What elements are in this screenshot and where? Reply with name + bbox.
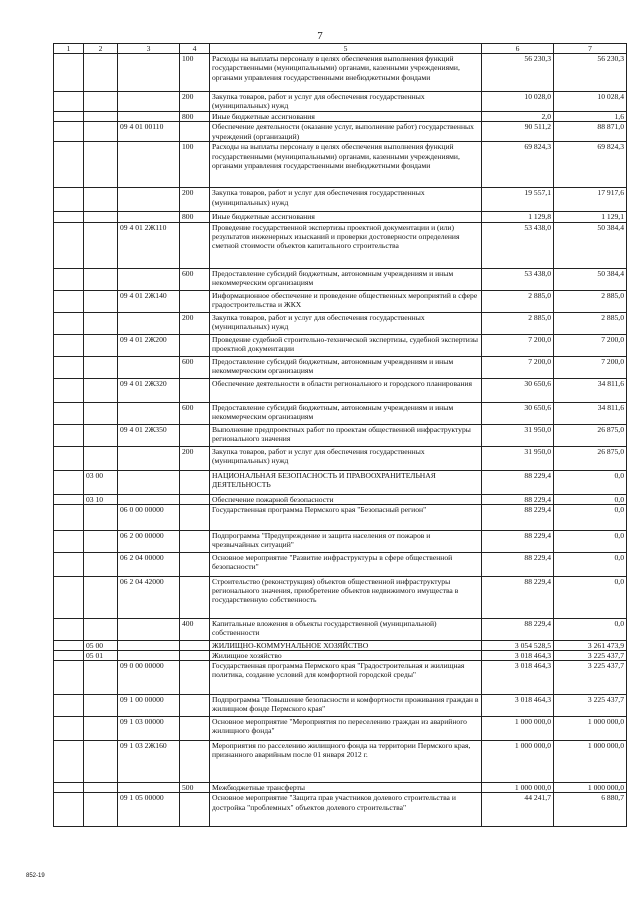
cell-expense-type [180, 552, 210, 576]
cell-section [84, 661, 118, 695]
cell-col1 [54, 695, 84, 717]
cell-expense-type [180, 290, 210, 312]
cell-amount-1: 1 129,8 [482, 212, 554, 222]
cell-amount-1: 69 824,3 [482, 142, 554, 188]
cell-target-code [118, 494, 180, 504]
cell-section [84, 356, 118, 378]
cell-col1 [54, 290, 84, 312]
cell-description: Капитальные вложения в объекты государственной (муниципальной) собственности [210, 618, 482, 640]
cell-amount-1: 3 054 528,5 [482, 640, 554, 650]
cell-amount-2: 88 871,0 [554, 122, 627, 142]
cell-amount-2: 3 261 473,9 [554, 640, 627, 650]
table-row [54, 378, 627, 402]
table-row [54, 793, 627, 827]
cell-col1 [54, 424, 84, 446]
table-row [54, 783, 627, 793]
cell-col1 [54, 470, 84, 494]
cell-expense-type [180, 222, 210, 268]
cell-amount-2: 0,0 [554, 618, 627, 640]
cell-section: 05 01 [84, 651, 118, 661]
cell-target-code [118, 92, 180, 112]
cell-section: 05 00 [84, 640, 118, 650]
cell-expense-type [180, 661, 210, 695]
cell-target-code: 09 4 01 2Ж350 [118, 424, 180, 446]
page-number: 7 [317, 30, 323, 42]
cell-target-code [118, 142, 180, 188]
cell-col1 [54, 640, 84, 650]
cell-description: Расходы на выплаты персоналу в целях обеспечения выполнения функций государственными (муниципальными) органами, казенными учреждениями, органами управления государственными внебюджетными фондами [210, 54, 482, 92]
cell-amount-1: 90 511,2 [482, 122, 554, 142]
cell-target-code [118, 446, 180, 470]
cell-expense-type: 600 [180, 268, 210, 290]
cell-col1 [54, 378, 84, 402]
cell-amount-2: 56 230,3 [554, 54, 627, 92]
column-header: 5 [210, 44, 482, 54]
cell-target-code [118, 312, 180, 334]
cell-section: 03 00 [84, 470, 118, 494]
cell-expense-type: 500 [180, 783, 210, 793]
cell-description: ЖИЛИЩНО-КОММУНАЛЬНОЕ ХОЗЯЙСТВО [210, 640, 482, 650]
cell-description: Обеспечение пожарной безопасности [210, 494, 482, 504]
cell-amount-2: 10 028,4 [554, 92, 627, 112]
cell-description: Информационное обеспечение и проведение общественных мероприятий в сфере градостроительства и ЖКХ [210, 290, 482, 312]
cell-amount-2: 17 917,6 [554, 188, 627, 212]
cell-target-code: 09 4 01 00110 [118, 122, 180, 142]
cell-expense-type [180, 695, 210, 717]
cell-section [84, 446, 118, 470]
cell-target-code [118, 268, 180, 290]
table-row [54, 446, 627, 470]
cell-amount-2: 50 384,4 [554, 268, 627, 290]
cell-col1 [54, 576, 84, 618]
cell-description: Предоставление субсидий бюджетным, автономным учреждениям и иным некоммерческим организациям [210, 356, 482, 378]
cell-amount-1: 88 229,4 [482, 470, 554, 494]
cell-amount-1: 44 241,7 [482, 793, 554, 827]
cell-amount-1: 30 650,6 [482, 402, 554, 424]
cell-amount-1: 88 229,4 [482, 618, 554, 640]
cell-description: Основное мероприятие "Защита прав участников долевого строительства и достройка "проблемных" объектов долевого строительства" [210, 793, 482, 827]
cell-section [84, 212, 118, 222]
cell-amount-2: 2 885,0 [554, 312, 627, 334]
table-row [54, 424, 627, 446]
cell-col1 [54, 651, 84, 661]
table-row [54, 640, 627, 650]
cell-amount-1: 88 229,4 [482, 504, 554, 530]
cell-description: Иные бюджетные ассигнования [210, 112, 482, 122]
cell-amount-1: 7 200,0 [482, 334, 554, 356]
cell-col1 [54, 112, 84, 122]
cell-expense-type [180, 424, 210, 446]
cell-description: Обеспечение деятельности в области регионального и городского планирования [210, 378, 482, 402]
cell-expense-type [180, 378, 210, 402]
cell-description: Основное мероприятие "Развитие инфраструктуры в сфере общественной безопасности" [210, 552, 482, 576]
cell-col1 [54, 188, 84, 212]
table-row [54, 268, 627, 290]
cell-target-code [118, 402, 180, 424]
cell-expense-type [180, 640, 210, 650]
cell-section [84, 142, 118, 188]
table-row [54, 212, 627, 222]
header-row [54, 44, 627, 54]
cell-description: Проведение государственной экспертизы проектной документации и (или) результатов инженерных изысканий и проверки достоверности определения сметной стоимости объектов капитального строительства [210, 222, 482, 268]
cell-description: Межбюджетные трансферты [210, 783, 482, 793]
cell-expense-type [180, 494, 210, 504]
cell-section [84, 741, 118, 783]
cell-col1 [54, 356, 84, 378]
table-row [54, 576, 627, 618]
cell-target-code [118, 188, 180, 212]
cell-description: НАЦИОНАЛЬНАЯ БЕЗОПАСНОСТЬ И ПРАВООХРАНИТЕЛЬНАЯ ДЕЯТЕЛЬНОСТЬ [210, 470, 482, 494]
cell-amount-2: 0,0 [554, 530, 627, 552]
cell-expense-type: 600 [180, 356, 210, 378]
cell-amount-2: 26 875,0 [554, 446, 627, 470]
table-row [54, 290, 627, 312]
cell-amount-1: 3 018 464,3 [482, 695, 554, 717]
cell-target-code: 09 0 00 00000 [118, 661, 180, 695]
cell-amount-1: 31 950,0 [482, 424, 554, 446]
cell-amount-2: 50 384,4 [554, 222, 627, 268]
cell-target-code [118, 470, 180, 494]
cell-expense-type [180, 717, 210, 741]
cell-section [84, 552, 118, 576]
table-body [54, 54, 627, 827]
table-row [54, 717, 627, 741]
cell-description: Закупка товаров, работ и услуг для обеспечения государственных (муниципальных) нужд [210, 446, 482, 470]
cell-col1 [54, 504, 84, 530]
cell-section [84, 122, 118, 142]
table-row [54, 661, 627, 695]
cell-amount-2: 1,6 [554, 112, 627, 122]
cell-target-code [118, 54, 180, 92]
cell-section [84, 695, 118, 717]
cell-amount-1: 88 229,4 [482, 552, 554, 576]
cell-target-code: 09 4 01 2Ж110 [118, 222, 180, 268]
cell-description: Строительство (реконструкция) объектов общественной инфраструктуры регионального значения, приобретение объектов недвижимого имущества в государственную собственность [210, 576, 482, 618]
cell-target-code: 09 4 01 2Ж320 [118, 378, 180, 402]
cell-section [84, 504, 118, 530]
cell-amount-2: 1 000 000,0 [554, 741, 627, 783]
table-row [54, 222, 627, 268]
cell-expense-type: 400 [180, 618, 210, 640]
cell-amount-1: 1 000 000,0 [482, 783, 554, 793]
cell-target-code: 06 2 04 00000 [118, 552, 180, 576]
cell-target-code [118, 651, 180, 661]
cell-amount-1: 53 438,0 [482, 268, 554, 290]
cell-amount-2: 26 875,0 [554, 424, 627, 446]
cell-section [84, 112, 118, 122]
cell-amount-1: 10 028,0 [482, 92, 554, 112]
cell-expense-type [180, 793, 210, 827]
cell-target-code: 09 1 03 2Ж160 [118, 741, 180, 783]
table-row [54, 334, 627, 356]
table-row [54, 142, 627, 188]
cell-description: Расходы на выплаты персоналу в целях обеспечения выполнения функций государственными (муниципальными) органами, казенными учреждениями, органами управления государственными внебюджетными фондами [210, 142, 482, 188]
cell-col1 [54, 783, 84, 793]
cell-amount-2: 1 000 000,0 [554, 783, 627, 793]
cell-expense-type [180, 651, 210, 661]
table-row [54, 92, 627, 112]
table-row [54, 552, 627, 576]
cell-description: Иные бюджетные ассигнования [210, 212, 482, 222]
cell-description: Предоставление субсидий бюджетным, автономным учреждениям и иным некоммерческим организациям [210, 268, 482, 290]
cell-amount-2: 1 129,1 [554, 212, 627, 222]
cell-target-code: 09 4 01 2Ж140 [118, 290, 180, 312]
table-row [54, 530, 627, 552]
table-row [54, 402, 627, 424]
cell-expense-type [180, 122, 210, 142]
cell-target-code: 09 1 05 00000 [118, 793, 180, 827]
cell-amount-2: 34 811,6 [554, 378, 627, 402]
cell-section [84, 717, 118, 741]
cell-target-code: 09 4 01 2Ж200 [118, 334, 180, 356]
table-row [54, 651, 627, 661]
cell-expense-type: 200 [180, 92, 210, 112]
cell-expense-type: 100 [180, 54, 210, 92]
cell-amount-2: 2 885,0 [554, 290, 627, 312]
cell-col1 [54, 222, 84, 268]
cell-description: Выполнение предпроектных работ по проектам общественной инфраструктуры регионального значения [210, 424, 482, 446]
cell-target-code: 06 2 04 42000 [118, 576, 180, 618]
cell-amount-1: 88 229,4 [482, 576, 554, 618]
cell-target-code [118, 618, 180, 640]
cell-amount-1: 2 885,0 [482, 290, 554, 312]
cell-amount-1: 1 000 000,0 [482, 717, 554, 741]
cell-description: Закупка товаров, работ и услуг для обеспечения государственных (муниципальных) нужд [210, 188, 482, 212]
cell-col1 [54, 312, 84, 334]
cell-target-code [118, 783, 180, 793]
cell-amount-2: 1 000 000,0 [554, 717, 627, 741]
cell-section [84, 618, 118, 640]
footer-code: 852-19 [26, 873, 45, 879]
cell-col1 [54, 268, 84, 290]
cell-target-code: 06 0 00 00000 [118, 504, 180, 530]
column-header: 7 [554, 44, 627, 54]
cell-expense-type: 800 [180, 112, 210, 122]
cell-expense-type [180, 504, 210, 530]
cell-section [84, 378, 118, 402]
table-row [54, 470, 627, 494]
cell-col1 [54, 618, 84, 640]
cell-expense-type: 600 [180, 402, 210, 424]
cell-target-code: 09 1 03 00000 [118, 717, 180, 741]
table-row [54, 494, 627, 504]
cell-expense-type [180, 334, 210, 356]
cell-description: Закупка товаров, работ и услуг для обеспечения государственных (муниципальных) нужд [210, 92, 482, 112]
cell-expense-type: 200 [180, 188, 210, 212]
cell-col1 [54, 402, 84, 424]
cell-expense-type [180, 530, 210, 552]
cell-col1 [54, 530, 84, 552]
cell-amount-2: 0,0 [554, 552, 627, 576]
cell-amount-2: 0,0 [554, 504, 627, 530]
cell-amount-1: 2,0 [482, 112, 554, 122]
cell-expense-type: 200 [180, 312, 210, 334]
cell-col1 [54, 446, 84, 470]
cell-amount-1: 56 230,3 [482, 54, 554, 92]
cell-description: Проведение судебной строительно-технической экспертизы, судебной экспертизы проектной документации [210, 334, 482, 356]
cell-col1 [54, 142, 84, 188]
cell-amount-1: 53 438,0 [482, 222, 554, 268]
cell-section: 03 10 [84, 494, 118, 504]
cell-expense-type: 100 [180, 142, 210, 188]
cell-description: Государственная программа Пермского края "Градостроительная и жилищная политика, создание условий для комфортной городской среды" [210, 661, 482, 695]
column-header: 2 [84, 44, 118, 54]
table-row [54, 504, 627, 530]
cell-section [84, 312, 118, 334]
table-row [54, 356, 627, 378]
cell-col1 [54, 552, 84, 576]
cell-col1 [54, 122, 84, 142]
table-row [54, 54, 627, 92]
column-header: 3 [118, 44, 180, 54]
column-header: 4 [180, 44, 210, 54]
column-header: 6 [482, 44, 554, 54]
cell-amount-1: 3 018 464,3 [482, 651, 554, 661]
cell-col1 [54, 212, 84, 222]
cell-section [84, 188, 118, 212]
cell-target-code [118, 640, 180, 650]
cell-description: Жилищное хозяйство [210, 651, 482, 661]
cell-amount-1: 2 885,0 [482, 312, 554, 334]
cell-amount-1: 7 200,0 [482, 356, 554, 378]
cell-section [84, 334, 118, 356]
table-row [54, 618, 627, 640]
cell-col1 [54, 334, 84, 356]
cell-target-code [118, 356, 180, 378]
cell-amount-2: 69 824,3 [554, 142, 627, 188]
cell-amount-1: 1 000 000,0 [482, 741, 554, 783]
table-row [54, 122, 627, 142]
cell-target-code: 06 2 00 00000 [118, 530, 180, 552]
cell-expense-type: 800 [180, 212, 210, 222]
cell-amount-1: 88 229,4 [482, 494, 554, 504]
cell-section [84, 793, 118, 827]
cell-expense-type [180, 576, 210, 618]
cell-section [84, 576, 118, 618]
cell-section [84, 92, 118, 112]
cell-col1 [54, 793, 84, 827]
cell-amount-2: 3 225 437,7 [554, 695, 627, 717]
cell-description: Обеспечение деятельности (оказание услуг, выполнение работ) государственных учреждений (организаций) [210, 122, 482, 142]
cell-amount-1: 31 950,0 [482, 446, 554, 470]
cell-target-code [118, 212, 180, 222]
cell-section [84, 268, 118, 290]
cell-section [84, 402, 118, 424]
cell-col1 [54, 92, 84, 112]
table-row [54, 741, 627, 783]
cell-amount-2: 7 200,0 [554, 334, 627, 356]
cell-description: Мероприятия по расселению жилищного фонда на территории Пермского края, признанного аварийным после 01 января 2012 г. [210, 741, 482, 783]
cell-amount-1: 19 557,1 [482, 188, 554, 212]
cell-section [84, 54, 118, 92]
table-row [54, 188, 627, 212]
cell-expense-type [180, 741, 210, 783]
cell-description: Государственная программа Пермского края "Безопасный регион" [210, 504, 482, 530]
cell-col1 [54, 661, 84, 695]
cell-amount-2: 3 225 437,7 [554, 651, 627, 661]
table-row [54, 312, 627, 334]
cell-description: Основное мероприятие "Мероприятия по переселению граждан из аварийного жилищного фонда" [210, 717, 482, 741]
cell-col1 [54, 54, 84, 92]
cell-expense-type: 200 [180, 446, 210, 470]
cell-expense-type [180, 470, 210, 494]
cell-amount-2: 0,0 [554, 576, 627, 618]
cell-col1 [54, 717, 84, 741]
cell-col1 [54, 494, 84, 504]
cell-amount-1: 30 650,6 [482, 378, 554, 402]
cell-section [84, 222, 118, 268]
cell-section [84, 424, 118, 446]
cell-amount-2: 3 225 437,7 [554, 661, 627, 695]
cell-amount-2: 34 811,6 [554, 402, 627, 424]
cell-target-code: 09 1 00 00000 [118, 695, 180, 717]
cell-amount-1: 3 018 464,3 [482, 661, 554, 695]
cell-description: Предоставление субсидий бюджетным, автономным учреждениям и иным некоммерческим организациям [210, 402, 482, 424]
cell-amount-2: 7 200,0 [554, 356, 627, 378]
cell-section [84, 290, 118, 312]
cell-amount-2: 0,0 [554, 470, 627, 494]
cell-amount-1: 88 229,4 [482, 530, 554, 552]
cell-amount-2: 6 880,7 [554, 793, 627, 827]
cell-description: Подпрограмма "Повышение безопасности и комфортности проживания граждан в жилищном фонде Пермского края" [210, 695, 482, 717]
cell-description: Закупка товаров, работ и услуг для обеспечения государственных (муниципальных) нужд [210, 312, 482, 334]
cell-section [84, 783, 118, 793]
cell-description: Подпрограмма "Предупреждение и защита населения от пожаров и чрезвычайных ситуаций" [210, 530, 482, 552]
cell-section [84, 530, 118, 552]
cell-col1 [54, 741, 84, 783]
table-row [54, 695, 627, 717]
column-header: 1 [54, 44, 84, 54]
cell-target-code [118, 112, 180, 122]
cell-amount-2: 0,0 [554, 494, 627, 504]
table-row [54, 112, 627, 122]
budget-table [53, 43, 627, 827]
